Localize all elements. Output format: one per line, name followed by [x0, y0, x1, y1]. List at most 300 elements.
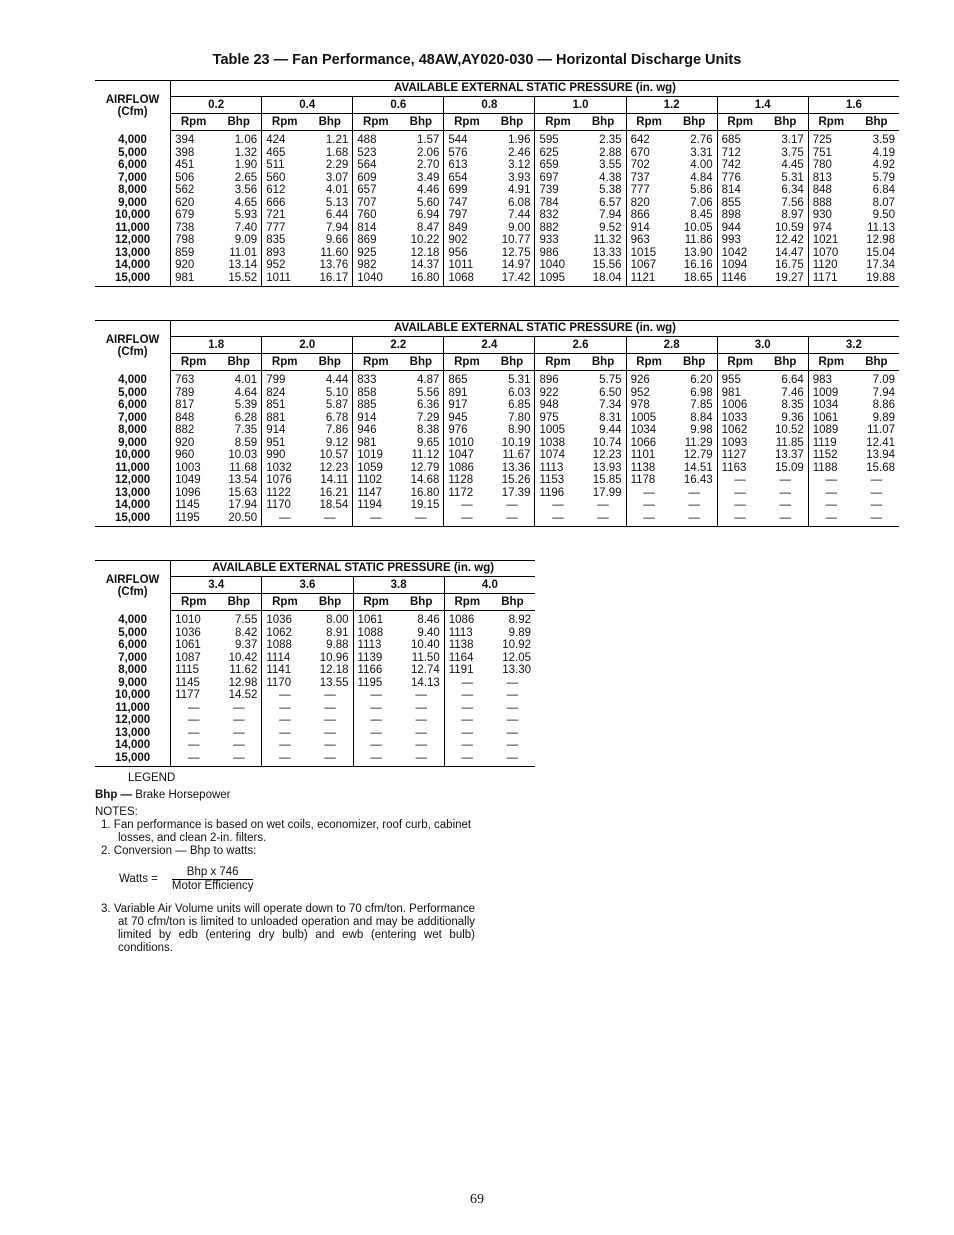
pressure-value: 3.8	[353, 577, 444, 594]
rpm-value: 824	[266, 386, 286, 399]
table-row	[95, 147, 899, 160]
bhp-value: 8.07	[872, 196, 895, 209]
bhp-value: 5.13	[307, 197, 353, 210]
rpm-value: 1005	[630, 411, 657, 424]
rpm-value: 697	[539, 171, 559, 184]
rpm-value: 813	[812, 171, 832, 184]
rpm-value: 560	[266, 171, 286, 184]
rpm-value: 1101	[630, 449, 656, 461]
bhp-value: 8.38	[398, 424, 444, 437]
bhp-value: 14.68	[398, 474, 444, 487]
rpm-value: 789	[175, 386, 195, 399]
rpm-value: 595	[539, 134, 559, 146]
rpm-header: Rpm	[444, 594, 490, 611]
rpm-value: 609	[357, 171, 377, 184]
bhp-value: 6.03	[489, 387, 535, 400]
rpm-value: 981	[175, 271, 195, 284]
bhp-value: 11.29	[672, 437, 718, 450]
bhp-value: 6.08	[489, 197, 535, 210]
bhp-value: 5.86	[672, 184, 718, 197]
bhp-value: 9.40	[399, 627, 445, 640]
bhp-value: 7.46	[763, 387, 809, 400]
bhp-value: 5.93	[216, 209, 262, 222]
airflow-value: 6,000	[95, 639, 171, 652]
bhp-value: 6.20	[672, 371, 718, 387]
rpm-value: —	[370, 689, 382, 701]
rpm-value: 1138	[630, 461, 656, 474]
rpm-value: 1195	[357, 676, 383, 689]
rpm-value: 784	[539, 196, 559, 209]
rpm-value: 1122	[266, 486, 291, 499]
airflow-value: 10,000	[95, 689, 171, 702]
bhp-header: Bhp	[307, 594, 353, 611]
rpm-value: —	[370, 511, 382, 524]
rpm-value: 707	[357, 196, 377, 209]
rpm-value: 893	[266, 246, 286, 259]
bhp-value: 5.79	[872, 171, 895, 184]
bhp-value: —	[216, 714, 262, 727]
bhp-value: 4.38	[581, 172, 627, 185]
rpm-value: 747	[448, 196, 468, 209]
pressure-value: 2.6	[535, 337, 626, 354]
bhp-value: 18.04	[581, 272, 627, 287]
bhp-value: —	[216, 727, 262, 740]
rpm-value: 763	[175, 374, 195, 386]
table-row	[95, 474, 899, 487]
bhp-value: 7.34	[581, 399, 627, 412]
bhp-value: 12.42	[763, 234, 809, 247]
airflow-value: 9,000	[95, 197, 171, 210]
table-row	[95, 172, 899, 185]
airflow-header-line2: (Cfm)	[117, 345, 148, 358]
rpm-value: 576	[448, 146, 468, 159]
rpm-value: 777	[266, 221, 286, 234]
pressure-value: 1.4	[717, 97, 808, 114]
rpm-value: —	[734, 499, 746, 511]
airflow-value: 9,000	[95, 437, 171, 450]
bhp-value: 10.22	[398, 234, 444, 247]
bhp-value: 2.70	[398, 159, 444, 172]
rpm-value: 620	[175, 196, 195, 209]
bhp-value: 10.19	[489, 437, 535, 450]
airflow-header	[95, 321, 171, 371]
bhp-value: 16.21	[307, 487, 353, 500]
airflow-header-line2: (Cfm)	[117, 585, 148, 598]
bhp-value: 7.06	[672, 197, 718, 210]
legend-notes	[95, 772, 475, 955]
rpm-value: 882	[539, 221, 559, 234]
rpm-value: 1145	[175, 676, 200, 689]
bhp-value: 16.75	[763, 259, 809, 272]
bhp-value: —	[506, 701, 519, 714]
bhp-value: 11.62	[216, 664, 262, 677]
rpm-value: 1036	[175, 626, 201, 639]
pressure-value: 1.2	[626, 97, 717, 114]
watts-fraction	[172, 866, 254, 893]
airflow-value: 15,000	[95, 512, 171, 527]
rpm-value: —	[643, 486, 655, 499]
rpm-value: —	[734, 474, 746, 486]
rpm-value: 891	[448, 386, 468, 399]
rpm-value: 1153	[539, 474, 565, 486]
rpm-value: 1034	[630, 424, 657, 436]
pressure-value: 3.6	[262, 577, 353, 594]
bhp-value: 6.64	[763, 371, 809, 387]
bhp-value: —	[399, 739, 445, 752]
rpm-value: 1194	[357, 499, 383, 511]
bhp-value: 10.96	[307, 652, 353, 665]
bhp-value: 7.44	[489, 209, 535, 222]
rpm-value: 832	[539, 209, 559, 221]
bhp-value: 3.56	[216, 184, 262, 197]
bhp-value: 17.39	[489, 487, 535, 500]
rpm-value: —	[370, 701, 382, 714]
rpm-value: 424	[266, 134, 286, 146]
rpm-value: 952	[630, 386, 650, 399]
bhp-value: 8.86	[872, 399, 895, 411]
bhp-value: 18.54	[307, 499, 353, 512]
airflow-value: 7,000	[95, 652, 171, 665]
rpm-value: —	[370, 739, 382, 751]
note-1	[95, 819, 475, 845]
rpm-value: —	[461, 751, 474, 764]
airflow-value: 13,000	[95, 727, 171, 740]
bhp-value: 7.94	[872, 386, 895, 399]
rpm-value: 933	[539, 234, 559, 246]
rpm-value: 920	[175, 259, 195, 271]
rpm-value: 1068	[448, 271, 474, 284]
rpm-value: 914	[357, 411, 377, 424]
rpm-value: 777	[630, 184, 650, 196]
rpm-value: 465	[266, 146, 286, 159]
bhp-value: 15.52	[216, 272, 262, 287]
bhp-value: 1.32	[216, 147, 262, 160]
rpm-value: 917	[448, 399, 468, 411]
bhp-value: 16.80	[398, 487, 444, 500]
bhp-value: 8.31	[581, 412, 627, 425]
bhp-value: 20.50	[216, 512, 262, 527]
bhp-value: 11.68	[216, 462, 262, 475]
rpm-value: 398	[175, 146, 195, 159]
rpm-value: 1195	[175, 511, 200, 524]
bhp-value: 15.26	[489, 474, 535, 487]
rpm-value: 882	[175, 424, 195, 436]
bhp-header: Bhp	[398, 354, 444, 371]
rpm-value: 1059	[357, 461, 383, 474]
rpm-value: 1163	[721, 461, 747, 474]
bhp-value: 2.76	[672, 131, 718, 147]
bhp-value: 8.84	[672, 412, 718, 425]
rpm-value: 1178	[630, 474, 656, 486]
pressure-value: 4.0	[444, 577, 535, 594]
rpm-value: 993	[721, 234, 741, 246]
bhp-header: Bhp	[399, 594, 445, 611]
table-row	[95, 412, 899, 425]
bhp-value: 6.98	[672, 387, 718, 400]
rpm-value: 738	[175, 221, 195, 234]
table-row	[95, 437, 899, 450]
table-row	[95, 627, 535, 640]
bhp-value: —	[489, 499, 535, 512]
legend-title: LEGEND	[128, 772, 176, 784]
rpm-value: 612	[266, 184, 286, 196]
bhp-value: 5.60	[398, 197, 444, 210]
airflow-value: 11,000	[95, 222, 171, 235]
bhp-value: 14.11	[307, 474, 353, 487]
table-row	[95, 131, 899, 147]
rpm-value: —	[825, 474, 838, 486]
bhp-value: 9.98	[672, 424, 718, 437]
bhp-value: 15.63	[216, 487, 262, 500]
note-1-text: Fan performance is based on wet coils, economizer, roof curb, cabinet losses, and clean 2-in. filters.	[113, 819, 472, 844]
bhp-value: 5.87	[307, 399, 353, 412]
bhp-value: 8.35	[763, 399, 809, 412]
airflow-value: 12,000	[95, 474, 171, 487]
bhp-header: Bhp	[490, 594, 535, 611]
rpm-header: Rpm	[353, 594, 399, 611]
bhp-header: Bhp	[216, 114, 262, 131]
bhp-value: —	[216, 702, 262, 715]
airflow-value: 12,000	[95, 714, 171, 727]
airflow-value: 5,000	[95, 387, 171, 400]
bhp-value: 12.05	[502, 651, 531, 664]
bhp-value: 9.44	[581, 424, 627, 437]
rpm-header: Rpm	[353, 354, 399, 371]
bhp-value: 13.14	[216, 259, 262, 272]
note-3	[95, 903, 475, 955]
bhp-value: 5.39	[216, 399, 262, 412]
bhp-value: —	[870, 486, 883, 499]
rpm-value: 1188	[812, 461, 838, 474]
rpm-value: 1127	[721, 449, 747, 461]
bhp-header: Bhp	[489, 354, 535, 371]
table-row	[95, 689, 535, 702]
bhp-value: 9.37	[216, 639, 262, 652]
rpm-value: 948	[539, 399, 559, 411]
bhp-value: 7.09	[872, 374, 895, 386]
bhp-value: 5.75	[581, 371, 627, 387]
table-row	[95, 652, 535, 665]
rpm-value: —	[734, 486, 746, 499]
rpm-value: 986	[539, 246, 559, 259]
rpm-value: 1011	[448, 259, 474, 271]
rpm-header: Rpm	[444, 114, 490, 131]
rpm-value: 1095	[539, 271, 566, 284]
bhp-header: Bhp	[581, 114, 627, 131]
bhp-value: —	[763, 474, 809, 487]
rpm-value: 1038	[539, 436, 566, 449]
bhp-value: 17.94	[216, 499, 262, 512]
bhp-header: Bhp	[307, 114, 353, 131]
bhp-value: 14.52	[216, 689, 262, 702]
bhp-value: —	[763, 499, 809, 512]
rpm-value: 1006	[721, 399, 748, 411]
table-row	[95, 159, 899, 172]
bhp-value: —	[870, 474, 883, 486]
rpm-value: —	[461, 714, 474, 726]
rpm-header: Rpm	[535, 114, 581, 131]
bhp-value: 7.55	[216, 611, 262, 627]
airflow-value: 14,000	[95, 499, 171, 512]
bhp-value: 17.34	[866, 259, 895, 271]
bhp-value: 3.12	[489, 159, 535, 172]
note-2	[95, 845, 475, 858]
bhp-value: 19.27	[763, 272, 809, 287]
rpm-value: 666	[266, 196, 286, 209]
pressure-value: 2.2	[353, 337, 444, 354]
bhp-value: 14.47	[763, 247, 809, 260]
rpm-value: 1147	[357, 486, 383, 499]
rpm-value: 625	[539, 146, 559, 159]
bhp-value: 12.23	[581, 449, 627, 462]
airflow-header-line1: AIRFLOW	[105, 573, 160, 586]
rpm-value: 1172	[448, 486, 474, 499]
table-row	[95, 677, 535, 690]
rpm-value: 1019	[357, 449, 383, 461]
bhp-value: 18.65	[672, 272, 718, 287]
rpm-header: Rpm	[808, 354, 854, 371]
pressure-value: 0.4	[262, 97, 353, 114]
bhp-header: Bhp	[216, 594, 262, 611]
bhp-value: 4.87	[398, 371, 444, 387]
rpm-value: —	[279, 689, 291, 701]
bhp-header: Bhp	[581, 354, 627, 371]
bhp-value: 2.46	[489, 147, 535, 160]
rpm-value: 1066	[630, 436, 657, 449]
pressure-value: 2.8	[626, 337, 717, 354]
rpm-value: 394	[175, 134, 195, 146]
bhp-value: 6.34	[763, 184, 809, 197]
bhp-value: 6.50	[581, 387, 627, 400]
formula-denominator: Motor Efficiency	[171, 880, 254, 892]
bhp-value: —	[307, 752, 353, 767]
bhp-value: 7.94	[307, 222, 353, 235]
bhp-value: —	[399, 689, 445, 702]
bhp-value: 6.28	[216, 412, 262, 425]
bhp-value: 4.92	[872, 159, 895, 171]
rpm-value: —	[643, 499, 655, 511]
bhp-value: 8.46	[399, 611, 445, 627]
bhp-value: 14.13	[399, 677, 445, 690]
rpm-header: Rpm	[262, 114, 308, 131]
rpm-value: 1138	[448, 639, 474, 651]
rpm-value: 1021	[812, 234, 839, 246]
table-row	[95, 399, 899, 412]
rpm-value: —	[279, 714, 291, 726]
bhp-value: 2.88	[581, 147, 627, 160]
rpm-value: —	[825, 486, 838, 499]
bhp-header: Bhp	[854, 354, 899, 371]
bhp-value: 14.97	[489, 259, 535, 272]
bhp-value: 11.85	[763, 437, 809, 450]
bhp-value: 12.98	[866, 234, 895, 246]
airflow-value: 13,000	[95, 487, 171, 500]
airflow-value: 13,000	[95, 247, 171, 260]
rpm-value: —	[461, 739, 474, 751]
bhp-value: 15.85	[581, 474, 627, 487]
bhp-value: 7.40	[216, 222, 262, 235]
bhp-value: 13.37	[763, 449, 809, 462]
bhp-value: 10.40	[399, 639, 445, 652]
rpm-value: 902	[448, 234, 468, 246]
table-row	[95, 272, 899, 287]
airflow-value: 10,000	[95, 449, 171, 462]
rpm-value: 960	[175, 449, 195, 461]
rpm-value: 1003	[175, 461, 201, 474]
pressure-header: AVAILABLE EXTERNAL STATIC PRESSURE (in. wg)	[171, 81, 899, 97]
rpm-value: —	[187, 714, 200, 726]
bhp-value: 6.78	[307, 412, 353, 425]
rpm-value: —	[187, 739, 200, 751]
rpm-value: —	[825, 511, 838, 524]
table-row	[95, 209, 899, 222]
rpm-header: Rpm	[171, 114, 217, 131]
notes-heading: NOTES:	[95, 806, 138, 818]
bhp-value: —	[399, 714, 445, 727]
bhp-header: Bhp	[307, 354, 353, 371]
bhp-value: —	[307, 714, 353, 727]
rpm-value: 1177	[175, 689, 200, 701]
bhp-value: 3.59	[872, 134, 895, 146]
legend-bhp	[95, 789, 475, 802]
bhp-value: 7.86	[307, 424, 353, 437]
pressure-header: AVAILABLE EXTERNAL STATIC PRESSURE (in. wg)	[171, 321, 899, 337]
bhp-value: 8.91	[307, 627, 353, 640]
page-number: 69	[470, 1192, 484, 1207]
rpm-value: 920	[175, 436, 195, 449]
rpm-value: 1089	[812, 424, 839, 436]
bhp-value: 12.23	[307, 462, 353, 475]
bhp-value: 11.86	[672, 234, 718, 247]
rpm-value: 657	[357, 184, 377, 196]
bhp-value: 3.49	[398, 172, 444, 185]
rpm-header: Rpm	[171, 594, 217, 611]
bhp-value: 8.97	[763, 209, 809, 222]
bhp-value: 11.13	[867, 221, 895, 234]
bhp-value: 10.05	[672, 222, 718, 235]
bhp-value: 19.88	[866, 271, 895, 284]
rpm-value: 1047	[448, 449, 474, 461]
rpm-value: 1113	[539, 461, 564, 474]
rpm-value: —	[461, 689, 474, 701]
bhp-value: —	[399, 702, 445, 715]
pressure-value: 0.2	[171, 97, 262, 114]
legend-bhp-term: Bhp —	[95, 789, 133, 801]
bhp-value: —	[307, 512, 353, 527]
rpm-value: 945	[448, 411, 468, 424]
pressure-value: 0.8	[444, 97, 535, 114]
airflow-header-line1: AIRFLOW	[105, 333, 160, 346]
bhp-value: 13.54	[216, 474, 262, 487]
bhp-value: 5.10	[307, 387, 353, 400]
bhp-header: Bhp	[672, 354, 718, 371]
note-3-num: 3.	[101, 903, 111, 915]
bhp-value: 13.55	[307, 677, 353, 690]
pressure-header: AVAILABLE EXTERNAL STATIC PRESSURE (in. wg)	[171, 561, 535, 577]
legend-bhp-def: Brake Horsepower	[132, 789, 231, 801]
rpm-value: 1088	[357, 626, 384, 639]
rpm-value: 1164	[448, 651, 474, 664]
rpm-value: 1086	[448, 461, 474, 474]
bhp-value: 11.07	[867, 424, 895, 436]
bhp-value: 13.30	[502, 664, 531, 676]
bhp-value: 4.01	[216, 371, 262, 387]
rpm-value: 544	[448, 134, 468, 146]
bhp-value: 13.76	[307, 259, 353, 272]
rpm-value: 1076	[266, 474, 292, 486]
rpm-value: 613	[448, 159, 468, 171]
airflow-value: 5,000	[95, 147, 171, 160]
